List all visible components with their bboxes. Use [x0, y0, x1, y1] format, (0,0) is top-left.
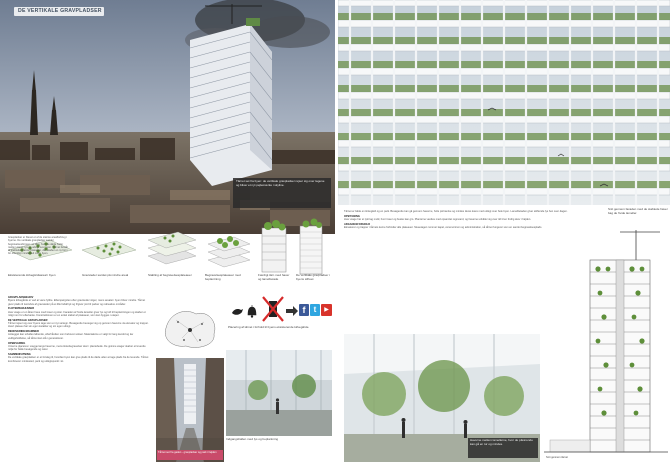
section-text-1: Byens kirkegårde er ved at være fyldte. Efterspørgslen efter gravsteder stiger, mens arealet i byen bliver mindre. Tårnet giver plads til tusindvis af gravsteder på et lille fodaftryk og frigiver jord til parker og rekreative områder.: [8, 299, 146, 306]
map-caption: Placering af tårnet i forhold til byens eksisterende kirkegårde.: [228, 326, 310, 329]
diagram-caption-3: Stabling af begravelsesplateauer: [148, 274, 192, 277]
diagram-2: [82, 241, 136, 259]
intro-text: Gravpladser er blevet et af de største arealforbrug i byerne. De vertikale gravpladser samler begravelsesformen i et tårn, hvor de døde hviler mellem træer, lys og udsigt over byen. Tårnet består af stablede grønne plateauer, der skaber en ny form for offentligt mindested midt i byen.: [8, 236, 68, 256]
section-text-6: De vertikale gravpladser er et forslag til, hvordan byen kan give plads til de døde uden at tage plads fra de levende. Tårnet kombinerer mindested, park og udsigtspunkt i ét.: [8, 356, 149, 363]
title-bar: [14, 7, 104, 16]
crossed-grave-icon: [262, 296, 284, 322]
body-text-column: [8, 296, 150, 460]
section-text-3: Tårnet rejser sig over byens tage som et nyt vartegn. Besøgende bevæger sig op gennem haverne via elevator og trapper. Hvert plateau har sin egen karakter og sin egen udsigt.: [8, 322, 149, 329]
facebook-icon[interactable]: f: [299, 304, 309, 316]
diagram-caption-4: Begravelsesplateauer med beplantning: [205, 274, 241, 281]
section-text-2: Hver etage er en åben have med træer og stier. Facaden af hvide lameller giver lys og luft til beplantningen og skaber et roligt rum for eftertanke. Konstruktionen er en enkel stabel af plateauer, som kan bygges i etaper.: [8, 310, 146, 317]
right-paragraph-1: Tårnet er både en kirkegård og en park. Besøgende kan gå gennem haverne, hvile på bænke og mindes deres kære med udsigt over hele byen. Lamelfacaden giver skiftende lys hen over dagen.: [344, 210, 568, 213]
section-heading-4: RENOVERINGSRAMMER: [8, 330, 39, 334]
icon-row: [230, 296, 332, 324]
street-photo: [156, 358, 224, 462]
section-drawing: [544, 226, 668, 462]
site-map: [156, 300, 226, 355]
twitter-icon[interactable]: t: [310, 304, 320, 316]
section-text-5: Urnerne placeres i vægge langs haverne, mens kistebegravelser sker i plantebede. De grønne etager skaber et levende miljø for både besøgende og natur.: [8, 344, 146, 352]
diagram-caption-5: Færdigt tårn med haver og lamelfacade: [258, 274, 290, 281]
arrow-right-icon: [286, 306, 298, 316]
section-caption: Snit gennem tårnet: [546, 456, 568, 459]
diagram-caption-6: De vertikale gravpladser i byens silhuet: [296, 274, 330, 281]
diagram-4: [208, 236, 250, 267]
right-paragraph-2: Hver etage har et tykt lag muld, hvor træer og buske kan gro. Planterne vandes med opsamlet regnvand, og haverne udvikler sig over tid til en frodig skov i højden.: [344, 218, 531, 222]
section-heading-5: OPBEVARING: [8, 341, 26, 345]
diagram-5: [262, 220, 286, 272]
diagram-3: [148, 232, 196, 264]
youtube-icon[interactable]: ▶: [321, 304, 332, 316]
right-paragraph-3: Elevatorer og trapper i tårnets kerne forbinder alle plateauer. Stueetagen rummer kapel, ceremonirum og administration, så tårnet fungerer som en samlet begravelsesplads.: [344, 226, 543, 230]
section-heading-1: GRAVPLADSBEHOV: [8, 296, 34, 299]
interior-caption: Indgangshallen med lys og beplantning: [226, 438, 279, 441]
diagram-caption-2: Gravsteder samlet på mindre areal: [82, 274, 129, 277]
hero-caption: Tårnet set fra byen: de vertikale gravpladser rejser sig over tagene og bliver et nyt pejlemærke i skyline.: [236, 180, 325, 187]
right-heading-2: OPBYGNING: [344, 214, 360, 218]
section-text-4: Anlægget kan udvides løbende, efterhånden som behovet vokser. Materialerne er valgt for lang levetid og lav vedligeholdelse, så tårnet kan stå i generationer.: [8, 333, 134, 340]
section-heading-3: DE VERTIKALE GRAVPLADSER: [8, 318, 48, 322]
street-caption: Tårnet set fra gaden - gravpladser og park i højden: [157, 450, 223, 460]
right-panel: [338, 0, 670, 466]
facade-render: [338, 0, 670, 205]
garden-caption: Haverne mellem lamellerne, hvor de pårørende kan gå en tur og mindes.: [470, 439, 533, 446]
section-heading-2: FLOTEMSGRÆNSER: [8, 307, 35, 311]
church-bell-icon: [246, 304, 258, 318]
diagram-caption-1: Eksisterende kirkegårdsareal i byen: [8, 274, 56, 277]
diagram-6: [300, 219, 322, 275]
interior-render: [226, 350, 332, 436]
blackbird-icon: [230, 304, 244, 318]
facade-caption: Snit gennem facaden med de stablede haver bag de hvide lameller.: [608, 208, 668, 215]
right-heading-3: ADGANGSFORHOLD: [344, 222, 371, 226]
page-title: DE VERTIKALE GRAVPLADSER: [18, 8, 102, 14]
section-heading-6: SAMMENFATNING: [8, 352, 31, 356]
